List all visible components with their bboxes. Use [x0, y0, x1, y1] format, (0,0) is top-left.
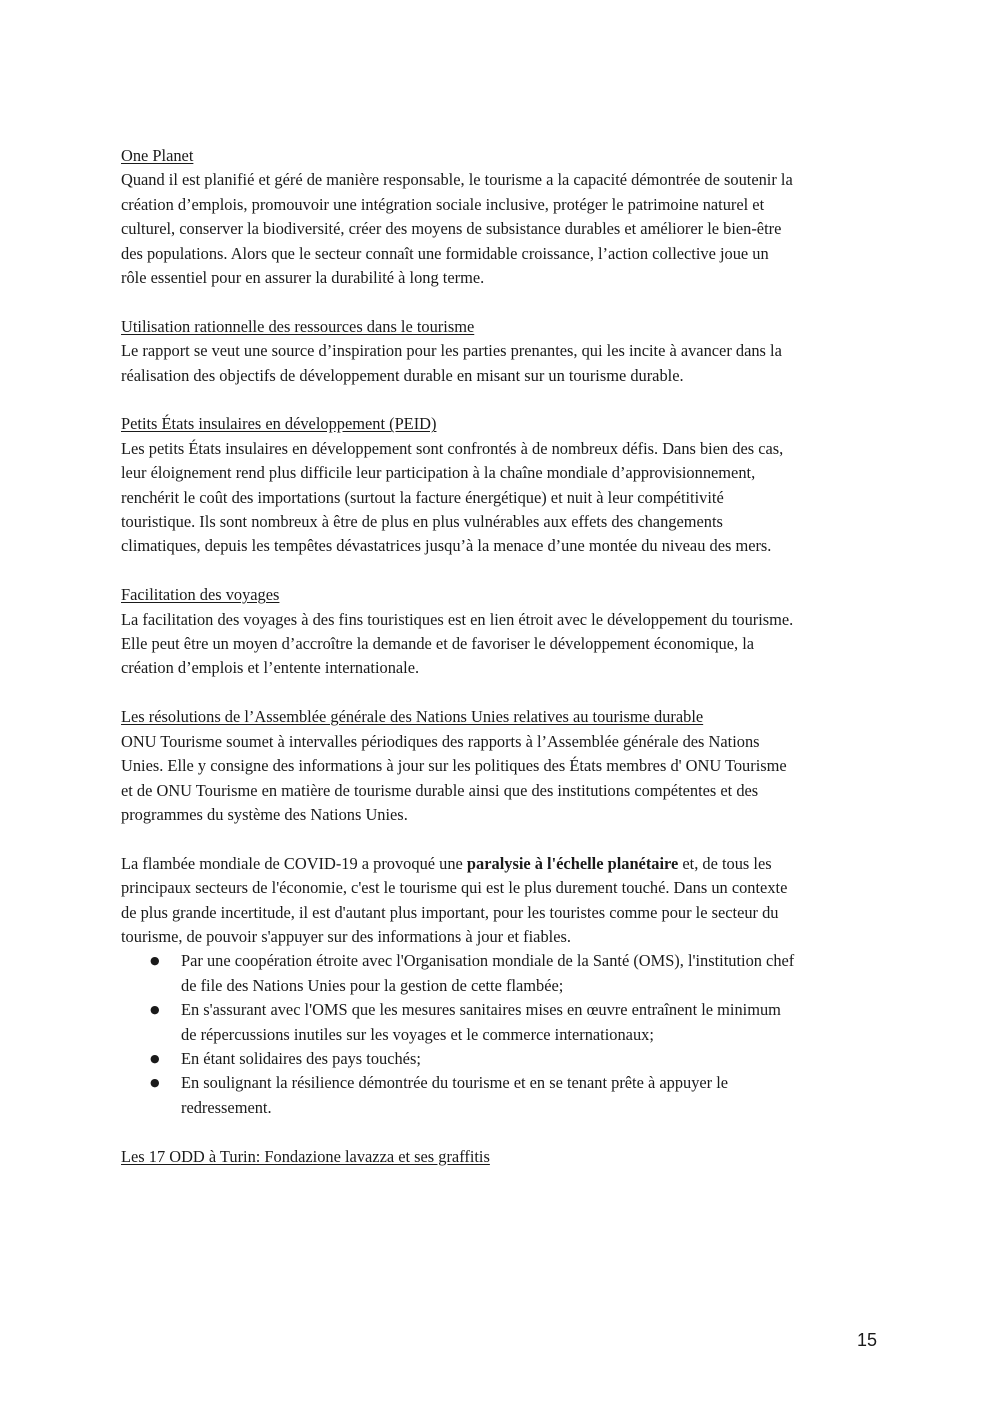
text-line: touristique. Ils sont nombreux à être de plus en plus vulnérables aux effets des changements	[121, 512, 723, 532]
text-line: ONU Tourisme soumet à intervalles périodiques des rapports à l’Assemblée générale des Nations	[121, 731, 760, 751]
list-item	[121, 998, 883, 1047]
text-line: création d’emplois et l’entente internationale.	[121, 658, 420, 678]
bullet-icon: ●	[150, 1051, 160, 1065]
text-line: Par une coopération étroite avec l'Organisation mondiale de la Santé (OMS), l'institution chef	[181, 951, 795, 971]
section-heading: One Planet	[121, 146, 194, 165]
section-paragraph	[121, 730, 883, 828]
section-paragraph	[121, 437, 883, 559]
text-line: de répercussions inutiles sur les voyages et le commerce internationaux;	[181, 1024, 654, 1044]
paragraph-gap	[121, 559, 883, 583]
bullet-icon: ●	[150, 954, 160, 968]
list-item	[121, 1071, 883, 1120]
bullet-list	[121, 949, 883, 1120]
text-line: rôle essentiel pour en assurer la durabilité à long terme.	[121, 268, 485, 288]
text-line: En s'assurant avec l'OMS que les mesures sanitaires mises en œuvre entraînent le minimum	[181, 1000, 781, 1020]
section-one-planet	[121, 144, 883, 290]
paragraph-gap	[121, 290, 883, 314]
section-paragraph	[121, 608, 883, 681]
section-heading: Utilisation rationnelle des ressources dans le tourisme	[121, 316, 475, 336]
text-line: En soulignant la résilience démontrée du tourisme et en se tenant prête à appuyer le	[181, 1073, 729, 1093]
section-covid	[121, 852, 883, 1120]
section-paragraph	[121, 168, 883, 290]
bullet-icon: ●	[150, 1003, 160, 1017]
section-paragraph	[121, 339, 883, 388]
section-peid	[121, 412, 883, 558]
list-item	[121, 949, 883, 998]
page-number: 15	[857, 1330, 878, 1350]
section-ressources	[121, 315, 883, 388]
text-line: leur éloignement rend plus difficile leur participation à la chaîne mondiale d’approvisionnement,	[121, 463, 756, 483]
text-span: La flambée mondiale de COVID-19 a provoqué une	[121, 853, 467, 873]
text-line: Le rapport se veut une source d’inspiration pour les parties prenantes, qui les incite à avancer dans la	[121, 341, 782, 361]
paragraph-gap	[121, 827, 883, 851]
bold-emphasis: paralysie à l'échelle planétaire	[466, 853, 679, 873]
paragraph-gap	[121, 681, 883, 705]
text-line: Quand il est planifié et géré de manière responsable, le tourisme a la capacité démontrée de soutenir la	[121, 170, 793, 190]
section-heading-odd-turin: Les 17 ODD à Turin: Fondazione lavazza et ses graffitis	[121, 1146, 490, 1166]
text-line: Les petits États insulaires en développement sont confrontés à de nombreux défis. Dans bien des cas,	[121, 438, 784, 458]
text-line: renchérit le coût des importations (surtout la facture énergétique) et nuit à leur compétitivité	[121, 487, 724, 507]
list-item	[121, 1047, 883, 1071]
text-line: création d’emplois, promouvoir une intégration sociale inclusive, protéger le patrimoine naturel et	[121, 194, 765, 214]
section-heading: Facilitation des voyages	[121, 585, 280, 605]
text-line: des populations. Alors que le secteur connaît une formidable croissance, l’action collective joue un	[121, 243, 769, 263]
text-line: culturel, conserver la biodiversité, créer des moyens de subsistance durables et améliorer le bien-être	[121, 219, 782, 239]
text-line: programmes du système des Nations Unies.	[121, 804, 408, 824]
text-line: et de ONU Tourisme en matière de tourisme durable ainsi que des institutions compétentes et des	[121, 780, 759, 800]
bullet-icon: ●	[150, 1076, 160, 1090]
text-line: La facilitation des voyages à des fins touristiques est en lien étroit avec le développement du tourisme.	[121, 609, 794, 629]
paragraph-gap	[121, 1120, 883, 1144]
text-span: et, de tous les	[678, 853, 772, 873]
section-heading: Petits États insulaires en développement (PEID)	[121, 414, 437, 434]
text-line	[121, 852, 883, 876]
section-facilitation-voyages	[121, 583, 883, 681]
paragraph-gap	[121, 388, 883, 412]
text-line: En étant solidaires des pays touchés;	[181, 1048, 421, 1068]
text-line: de file des Nations Unies pour la gestion de cette flambée;	[181, 975, 564, 995]
text-line: de plus grande incertitude, il est d'autant plus important, pour les touristes comme pour le secteur du	[121, 902, 779, 922]
text-line: réalisation des objectifs de développement durable en misant sur un tourisme durable.	[121, 365, 684, 385]
text-line: Unies. Elle y consigne des informations à jour sur les politiques des États membres d' ONU Tourisme	[121, 756, 787, 776]
document-page	[121, 144, 883, 1169]
text-line: tourisme, de pouvoir s'appuyer sur des informations à jour et fiables.	[121, 926, 571, 946]
text-line: climatiques, depuis les tempêtes dévastatrices jusqu’à la menace d’une montée du niveau des mers.	[121, 536, 772, 556]
text-line: principaux secteurs de l'économie, c'est le tourisme qui est le plus durement touché. Dans un contexte	[121, 878, 788, 898]
section-heading: Les résolutions de l’Assemblée générale des Nations Unies relatives au tourisme durable	[121, 707, 704, 727]
text-line: redressement.	[181, 1097, 272, 1117]
section-resolutions-onu	[121, 705, 883, 827]
text-line: Elle peut être un moyen d’accroître la demande et de favoriser le développement économique, la	[121, 634, 755, 654]
